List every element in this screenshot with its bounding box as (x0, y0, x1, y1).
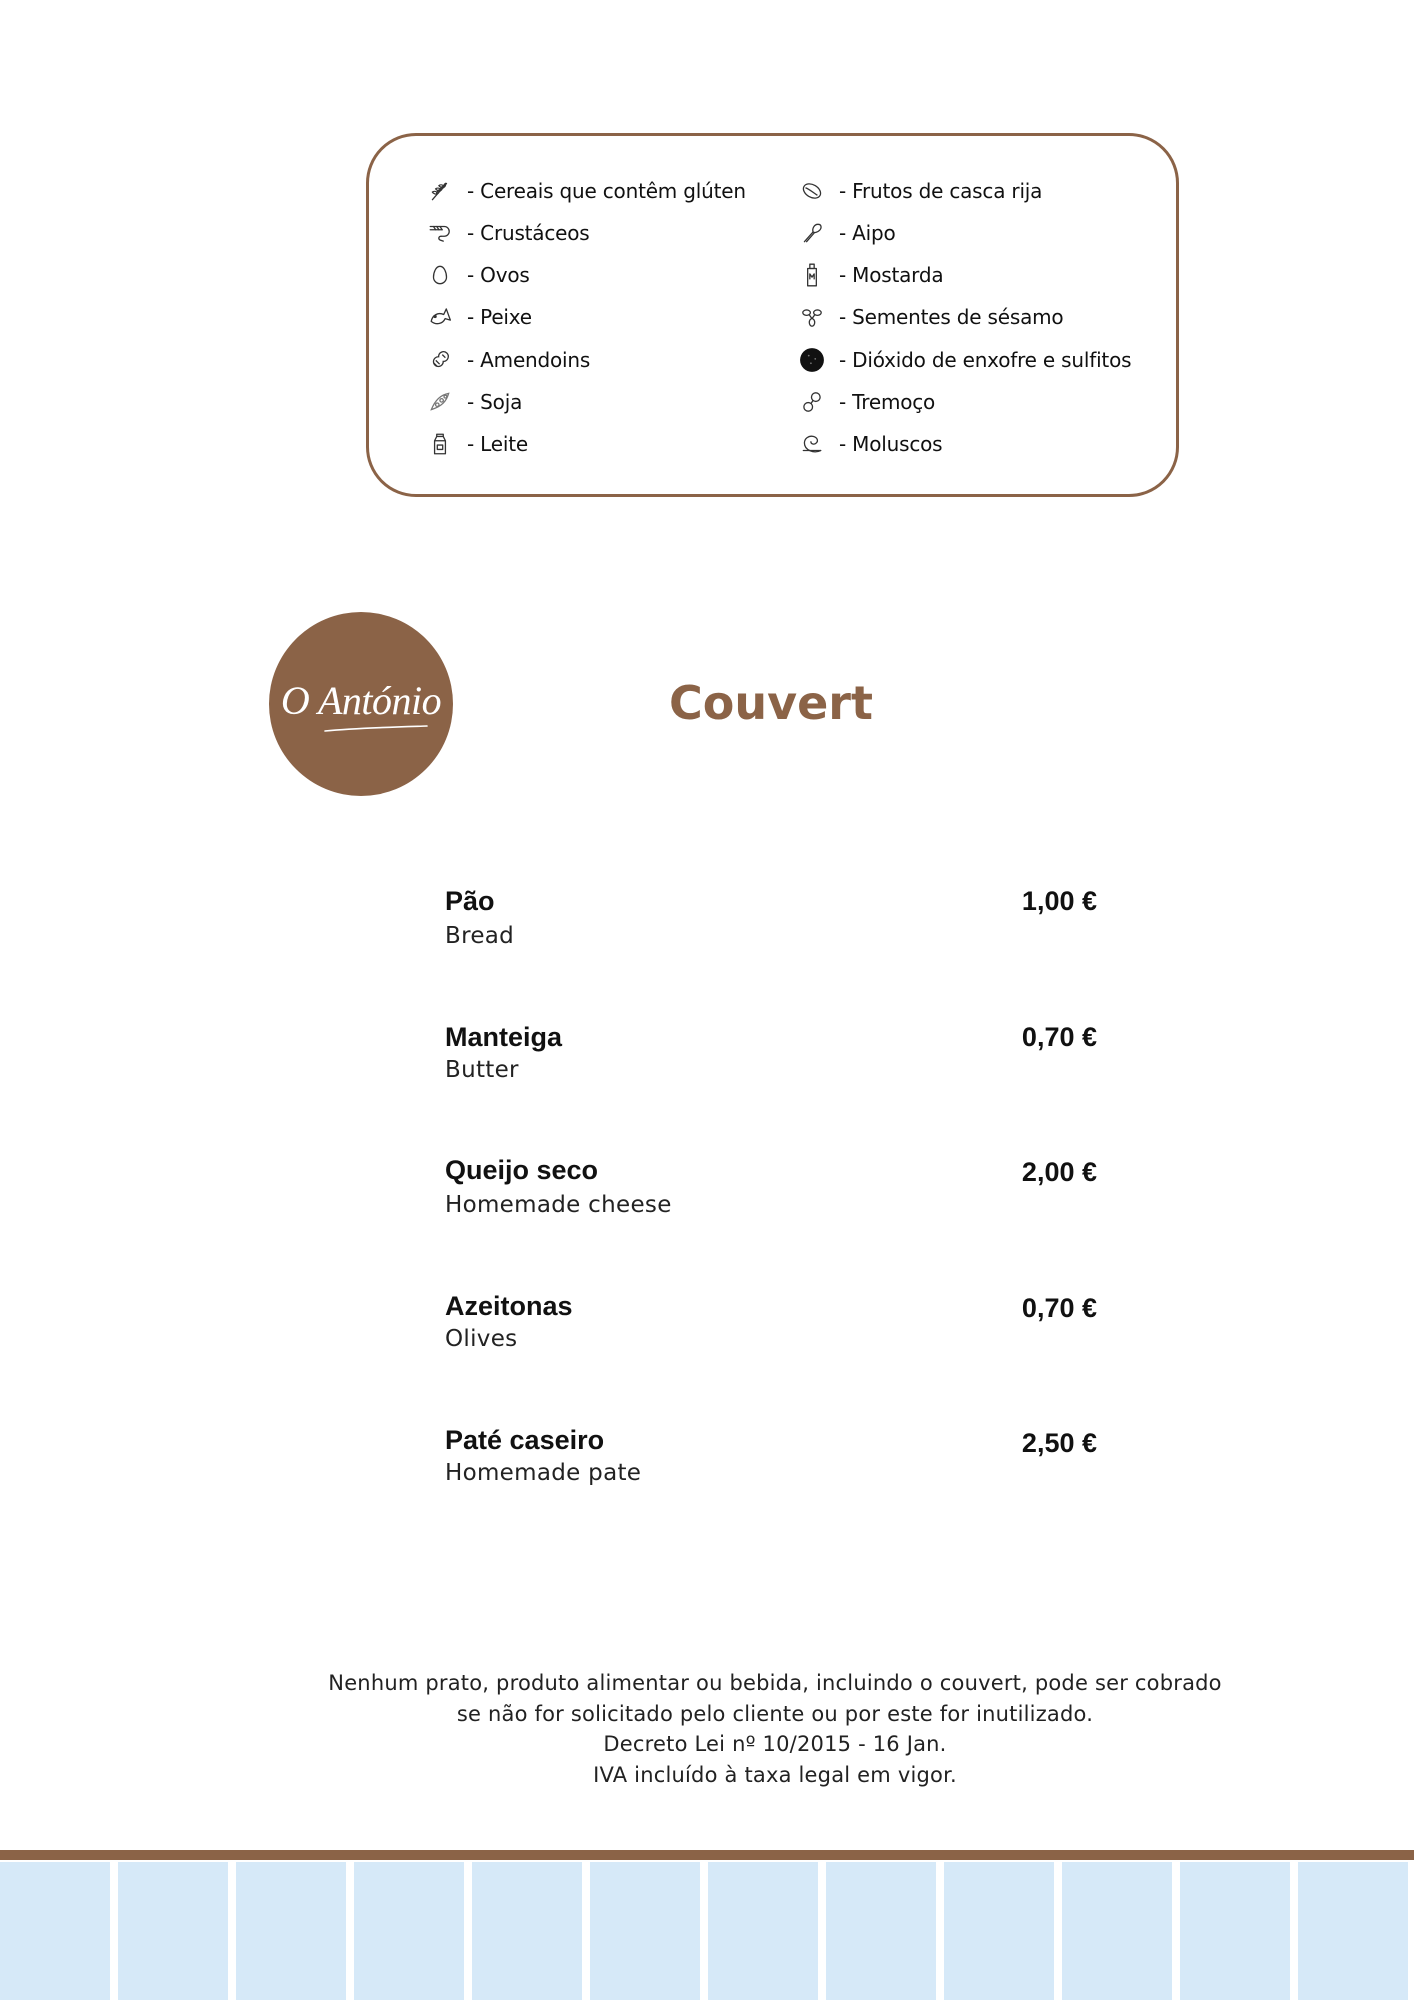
legal-note-line: se não for solicitado pelo cliente ou por este for inutilizado. (456, 1701, 1094, 1726)
item-name: Manteiga (445, 1022, 563, 1052)
allergen-label: - Cereais que contêm glúten (467, 179, 746, 203)
logo-underline (321, 724, 431, 734)
item-description: Homemade cheese (445, 1192, 672, 1218)
item-name: Azeitonas (445, 1291, 573, 1321)
legal-note (257, 1668, 1293, 1790)
allergen-label: - Mostarda (839, 263, 944, 287)
allergen-item-eggs (427, 258, 530, 292)
allergen-item-soy (427, 385, 522, 419)
allergen-item-lupin (799, 385, 935, 419)
item-price: 0,70 € (1021, 1293, 1097, 1323)
fish-icon (427, 304, 453, 330)
wheat-icon (427, 178, 453, 204)
allergen-label: - Ovos (467, 263, 530, 287)
item-description: Butter (445, 1057, 519, 1083)
allergen-label: - Frutos de casca rija (839, 179, 1043, 203)
allergen-item-milk (427, 427, 528, 461)
allergen-item-peanuts (427, 343, 590, 377)
item-name: Pão (445, 886, 495, 916)
allergen-item-sesame (799, 300, 1063, 334)
section-title: Couvert (669, 676, 873, 730)
allergen-label: - Dióxido de enxofre e sulfitos (839, 348, 1132, 372)
allergen-item-molluscs (799, 427, 942, 461)
shrimp-icon (427, 220, 453, 246)
legal-note-line: Decreto Lei nº 10/2015 - 16 Jan. (603, 1732, 947, 1756)
milk-icon (427, 431, 453, 457)
footer-divider (0, 1850, 1414, 1860)
item-name: Paté caseiro (445, 1425, 605, 1455)
footer-stripes (0, 1862, 1414, 2000)
nut-icon (799, 178, 825, 204)
item-description: Bread (445, 923, 515, 949)
mollusc-icon (799, 431, 825, 457)
soy-icon (427, 389, 453, 415)
celery-icon (799, 220, 825, 246)
item-price: 1,00 € (1021, 886, 1097, 916)
allergen-item-celery (799, 216, 896, 250)
item-price: 2,50 € (1021, 1428, 1097, 1458)
egg-icon (427, 262, 453, 288)
allergen-label: - Tremoço (839, 390, 936, 414)
sulphite-icon (799, 347, 825, 373)
peanut-icon (427, 347, 453, 373)
restaurant-logo (269, 612, 453, 796)
logo-text: O António (280, 678, 442, 723)
lupin-icon (799, 389, 825, 415)
allergen-item-sulphites (799, 343, 1131, 377)
item-price: 2,00 € (1021, 1157, 1097, 1187)
item-description: Homemade pate (445, 1460, 642, 1486)
allergen-item-nuts (799, 174, 1042, 208)
allergen-label: - Peixe (467, 305, 532, 329)
allergen-label: - Aipo (839, 221, 896, 245)
allergen-item-fish (427, 300, 532, 334)
mustard-icon (799, 262, 825, 288)
allergen-label: - Sementes de sésamo (839, 305, 1064, 329)
allergen-label: - Leite (467, 432, 528, 456)
allergen-label: - Soja (467, 390, 523, 414)
item-name: Queijo seco (445, 1155, 599, 1185)
legal-note-line: Nenhum prato, produto alimentar ou bebida, incluindo o couvert, pode ser cobrado (328, 1671, 1222, 1695)
sesame-icon (799, 304, 825, 330)
item-description: Olives (445, 1326, 518, 1352)
legal-note-line: IVA incluído à taxa legal em vigor. (593, 1762, 957, 1787)
allergen-label: - Moluscos (839, 432, 943, 456)
item-price: 0,70 € (1021, 1022, 1097, 1052)
allergen-item-crustaceans (427, 216, 590, 250)
allergen-label: - Crustáceos (467, 221, 590, 245)
allergen-item-mustard (799, 258, 943, 292)
allergen-label: - Amendoins (467, 348, 591, 372)
allergen-item-gluten (427, 174, 746, 208)
